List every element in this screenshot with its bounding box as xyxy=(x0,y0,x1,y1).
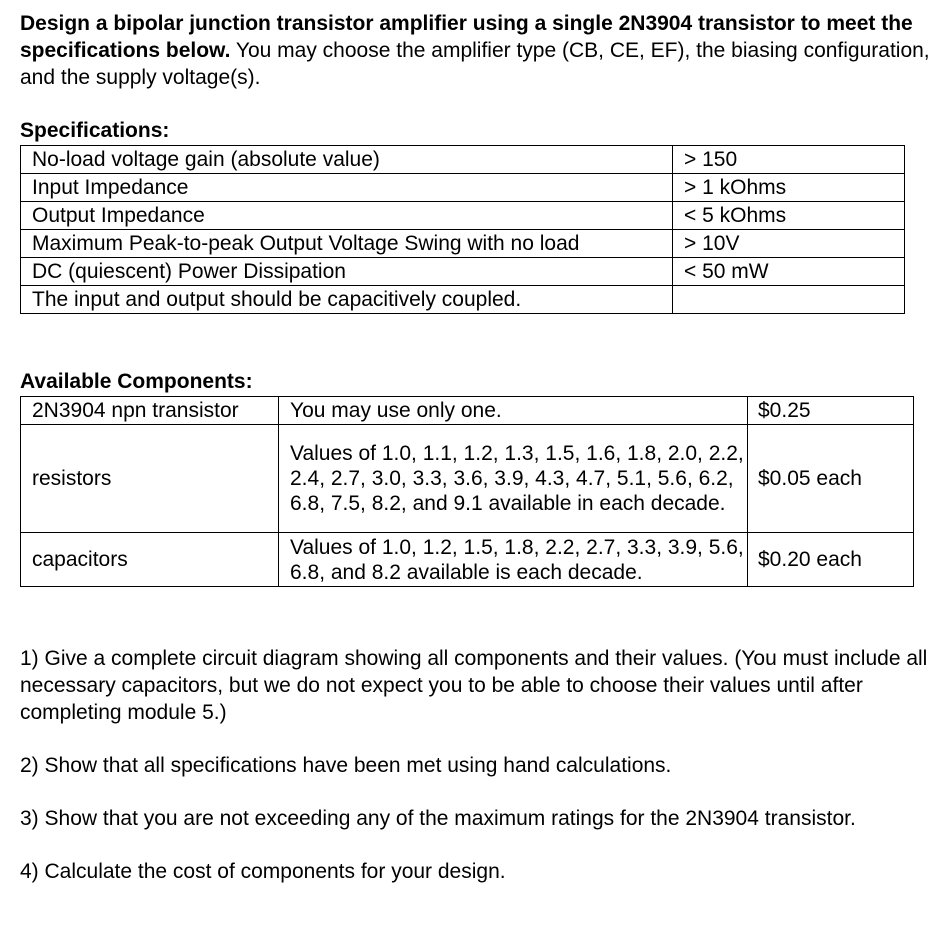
table-row xyxy=(21,202,905,230)
component-description: Values of 1.0, 1.1, 1.2, 1.3, 1.5, 1.6, 1.8, 2.0, 2.2, 2.4, 2.7, 3.0, 3.3, 3.6, 3.9, 4.3, 4.7, 5.1, 5.6, 6.2, 6.8, 7.5, 8.2, and 9.1 available in each decade. xyxy=(279,425,748,533)
question-item: 2) Show that all specifications have been met using hand calculations. xyxy=(20,754,672,777)
spec-value xyxy=(673,286,905,314)
spec-value: > 150 xyxy=(673,146,905,174)
component-description: Values of 1.0, 1.2, 1.5, 1.8, 2.2, 2.7, 3.3, 3.9, 5.6, 6.8, and 8.2 available is each decade. xyxy=(279,533,748,587)
table-row xyxy=(21,425,914,533)
specifications-table xyxy=(20,145,905,314)
question-item: 3) Show that you are not exceeding any of the maximum ratings for the 2N3904 transistor. xyxy=(20,807,856,830)
component-cost: $0.05 each xyxy=(748,425,914,533)
spec-label: Maximum Peak-to-peak Output Voltage Swing with no load xyxy=(21,230,673,258)
spec-value: < 50 mW xyxy=(673,258,905,286)
table-row xyxy=(21,286,905,314)
spec-label: The input and output should be capacitively coupled. xyxy=(21,286,673,314)
spec-label: DC (quiescent) Power Dissipation xyxy=(21,258,673,286)
component-name: capacitors xyxy=(21,533,279,587)
table-row xyxy=(21,230,905,258)
questions-list xyxy=(20,645,940,911)
table-row xyxy=(21,533,914,587)
spec-value: > 10V xyxy=(673,230,905,258)
component-name: 2N3904 npn transistor xyxy=(21,397,279,425)
table-row xyxy=(21,258,905,286)
spec-value: > 1 kOhms xyxy=(673,174,905,202)
question-item: 1) Give a complete circuit diagram showing all components and their values. (You must include all necessary capacitors, but we do not expect you to be able to choose their values until after completing module 5.) xyxy=(20,647,928,724)
question-item: 4) Calculate the cost of components for your design. xyxy=(20,860,506,883)
component-name: resistors xyxy=(21,425,279,533)
component-description: You may use only one. xyxy=(279,397,748,425)
spec-label: No-load voltage gain (absolute value) xyxy=(21,146,673,174)
table-row xyxy=(21,397,914,425)
intro-paragraph xyxy=(20,10,932,91)
components-table xyxy=(20,396,914,587)
table-row xyxy=(21,174,905,202)
specifications-title: Specifications: xyxy=(20,119,170,142)
component-cost: $0.20 each xyxy=(748,533,914,587)
intro-bold-text: Design a bipolar junction transistor amplifier using a single 2N3904 transistor to meet the specifications below. xyxy=(20,12,913,62)
component-cost: $0.25 xyxy=(748,397,914,425)
spec-label: Input Impedance xyxy=(21,174,673,202)
spec-label: Output Impedance xyxy=(21,202,673,230)
table-row xyxy=(21,146,905,174)
intro-rest-text: You may choose the amplifier type (CB, CE, EF), the biasing configuration, and the supply voltage(s). xyxy=(20,39,930,89)
components-title: Available Components: xyxy=(20,370,253,393)
spec-value: < 5 kOhms xyxy=(673,202,905,230)
